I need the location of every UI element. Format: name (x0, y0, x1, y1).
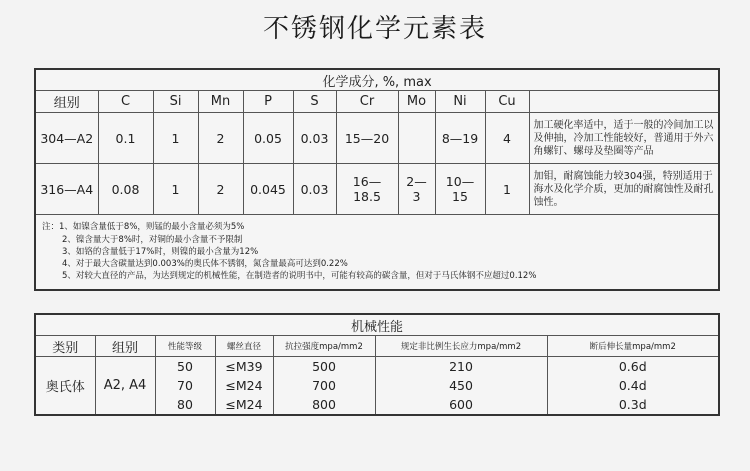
cell-grade: 50 (155, 357, 215, 377)
cell-group: A2, A4 (95, 357, 155, 416)
mech-table-title: 机械性能 (35, 314, 719, 336)
note-line: 2、镍含量大于8%时，对铜的最小含量不予限制 (62, 234, 243, 245)
table-row (35, 164, 719, 215)
col-header-category: 类别 (35, 336, 95, 357)
col-header-blank (529, 91, 719, 113)
cell-ni: 10—15 (435, 164, 485, 215)
col-header-si: Si (153, 91, 198, 113)
table-row (35, 113, 719, 164)
col-header-ni: Ni (435, 91, 485, 113)
cell-diameter: ≤M39 (215, 357, 273, 377)
cell-mo (398, 113, 435, 164)
chem-table-title: 化学成分, %, max (35, 69, 719, 91)
cell-c: 0.08 (98, 164, 153, 215)
cell-tensile: 500 (273, 357, 375, 377)
col-header-group: 组别 (95, 336, 155, 357)
col-header-diameter: 螺丝直径 (215, 336, 273, 357)
cell-p: 0.05 (243, 113, 293, 164)
cell-note: 加工硬化率适中，适于一般的冷间加工以及伸抽，冷加工性能较好，普通用于外六角螺钉、螺母及垫圈等产品 (529, 113, 719, 164)
cell-yield: 600 (375, 395, 547, 415)
col-header-s: S (293, 91, 336, 113)
cell-yield: 210 (375, 357, 547, 377)
cell-cu: 4 (485, 113, 529, 164)
cell-group: 304—A2 (35, 113, 98, 164)
cell-category: 奥氏体 (35, 357, 95, 416)
cell-elongation: 0.6d (547, 357, 719, 377)
cell-group: 316—A4 (35, 164, 98, 215)
cell-c: 0.1 (98, 113, 153, 164)
note-line: 4、对于最大含碳量达到0.003%的奥氏体不锈钢，氮含量最高可达到0.22% (62, 259, 348, 270)
col-header-mn: Mn (198, 91, 243, 113)
cell-diameter: ≤M24 (215, 395, 273, 415)
cell-grade: 80 (155, 395, 215, 415)
cell-elongation: 0.4d (547, 376, 719, 395)
col-header-cu: Cu (485, 91, 529, 113)
page-title: 不锈钢化学元素表 (262, 14, 487, 44)
cell-elongation: 0.3d (547, 395, 719, 415)
notes-block (35, 215, 719, 291)
cell-cr: 15—20 (336, 113, 398, 164)
col-header-cr: Cr (336, 91, 398, 113)
cell-mo: 2—3 (398, 164, 435, 215)
col-header-group: 组别 (35, 91, 98, 113)
table-row (35, 357, 719, 377)
cell-s: 0.03 (293, 113, 336, 164)
col-header-elongation: 断后伸长量mpa/mm2 (547, 336, 719, 357)
cell-tensile: 700 (273, 376, 375, 395)
chemical-composition-table (34, 68, 720, 291)
cell-tensile: 800 (273, 395, 375, 415)
cell-mn: 2 (198, 113, 243, 164)
cell-mn: 2 (198, 164, 243, 215)
mechanical-properties-table (34, 313, 720, 416)
cell-note: 加钼，耐腐蚀能力较304强，特别适用于海水及化学介质，更加的耐腐蚀性及耐孔蚀性。 (529, 164, 719, 215)
col-header-mo: Mo (398, 91, 435, 113)
cell-p: 0.045 (243, 164, 293, 215)
col-header-tensile: 抗拉强度mpa/mm2 (273, 336, 375, 357)
col-header-p: P (243, 91, 293, 113)
cell-grade: 70 (155, 376, 215, 395)
cell-yield: 450 (375, 376, 547, 395)
col-header-yield: 规定非比例生长应力mpa/mm2 (375, 336, 547, 357)
note-line: 5、对较大直径的产品，为达到规定的机械性能，在制造者的说明书中，可能有较高的碳含量，但对于马氏体钢不应超过0.12% (62, 271, 537, 282)
cell-diameter: ≤M24 (215, 376, 273, 395)
col-header-grade: 性能等级 (155, 336, 215, 357)
cell-cr: 16—18.5 (336, 164, 398, 215)
cell-ni: 8—19 (435, 113, 485, 164)
note-line: 注：1、如镍含量低于8%，则锰的最小含量必须为5% (42, 222, 245, 233)
cell-cu: 1 (485, 164, 529, 215)
note-line: 3、如铬的含量低于17%时，则镍的最小含量为12% (62, 246, 259, 257)
cell-si: 1 (153, 164, 198, 215)
cell-s: 0.03 (293, 164, 336, 215)
cell-si: 1 (153, 113, 198, 164)
col-header-c: C (98, 91, 153, 113)
